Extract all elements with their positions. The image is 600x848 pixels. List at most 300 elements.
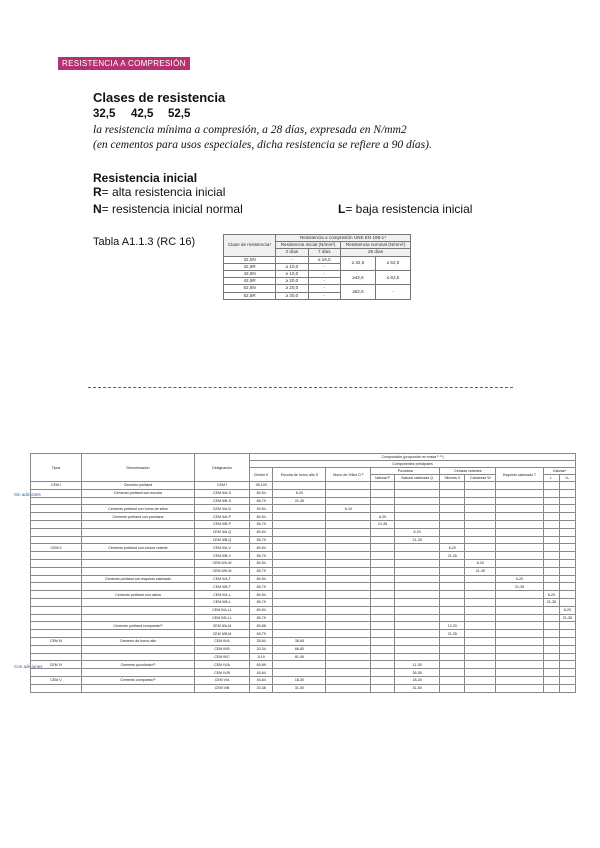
t2-cell	[31, 583, 82, 591]
t2-cell	[31, 630, 82, 638]
t2-cell	[543, 489, 559, 497]
t2-cell: CEM II/B-T	[195, 583, 250, 591]
t2-cell	[465, 630, 496, 638]
t2-cell	[440, 567, 465, 575]
t2-cell	[82, 630, 195, 638]
t2-cell: 80-88	[250, 622, 273, 630]
t1-cell: -	[375, 285, 410, 299]
t2-cell: 65-79	[250, 520, 273, 528]
t2-row	[31, 520, 576, 528]
t2-cell	[371, 559, 395, 567]
t2-cell	[440, 513, 465, 521]
t2-row	[31, 552, 576, 560]
t2-h-c6: Calcáreas W	[465, 475, 496, 482]
t2-h-denom: Denominación	[82, 454, 195, 482]
t2-cell: Cemento pórtland con caliza	[82, 591, 195, 599]
t1-row	[224, 285, 411, 292]
t2-cell	[273, 536, 326, 544]
t2-row	[31, 591, 576, 599]
t2-cell	[326, 575, 371, 583]
t2-cell	[31, 653, 82, 661]
t2-cell: 21-35	[465, 567, 496, 575]
t2-cell	[394, 614, 439, 622]
t2-cell	[559, 622, 575, 630]
t2-cell	[496, 676, 544, 684]
t1-h-nominal: Resistencia nominal (N/mm²)	[340, 242, 410, 249]
t2-cell	[559, 513, 575, 521]
t2-cell	[496, 520, 544, 528]
t2-cell	[559, 559, 575, 567]
t2-row	[31, 606, 576, 614]
t1-cell: ≥ 10,0	[276, 263, 308, 270]
t1-h-28d: 28 días	[340, 249, 410, 256]
t2-row	[31, 559, 576, 567]
t2-cell	[371, 567, 395, 575]
t2-cell	[496, 544, 544, 552]
cement-composition-table	[30, 453, 576, 693]
t2-cell	[496, 645, 544, 653]
t2-row	[31, 676, 576, 684]
t2-cell: Cemento puzolánico³⁾	[82, 661, 195, 669]
t2-cell: 6-20	[440, 544, 465, 552]
t2-cell	[326, 676, 371, 684]
t2-cell	[543, 544, 559, 552]
t2-cell: 6-20	[273, 489, 326, 497]
t2-row	[31, 489, 576, 497]
t2-cell	[496, 505, 544, 513]
t2-cell	[440, 614, 465, 622]
t2-cell	[465, 583, 496, 591]
t2-cell	[82, 606, 195, 614]
t2-cell: CEM IV/B	[195, 669, 250, 677]
t2-cell	[273, 552, 326, 560]
t2-cell: CEM III/B	[195, 645, 250, 653]
t2-cell	[371, 622, 395, 630]
t2-cell	[543, 505, 559, 513]
t2-cell	[465, 622, 496, 630]
t2-cell	[543, 676, 559, 684]
t1-cell: -	[308, 271, 340, 278]
t2-h-design: Designación	[195, 454, 250, 482]
t2-cell	[371, 583, 395, 591]
t2-cell	[559, 676, 575, 684]
t2-cell: 80-94	[250, 575, 273, 583]
t1-cell: 52,5R	[224, 292, 276, 299]
t1-cell: -	[276, 256, 308, 263]
t2-cell	[371, 637, 395, 645]
t2-cell	[543, 559, 559, 567]
t2-cell: 18-30	[273, 676, 326, 684]
t2-cell	[394, 645, 439, 653]
t2-cell	[559, 544, 575, 552]
t2-cell	[394, 489, 439, 497]
t1-cell: ≤ 62,5	[375, 271, 410, 285]
t2-cell: 90-94	[250, 505, 273, 513]
t2-cell: 65-79	[250, 552, 273, 560]
t1-cell: 32,5R	[224, 263, 276, 270]
t2-row	[31, 684, 576, 692]
t2-cell	[273, 559, 326, 567]
t2-cell: CEM II/B-S	[195, 497, 250, 505]
t1-cell: 52,5N	[224, 285, 276, 292]
t2-cell	[543, 482, 559, 490]
section-tag: RESISTENCIA A COMPRESIÓN	[58, 57, 190, 70]
t2-cell	[440, 559, 465, 567]
t2-cell	[465, 676, 496, 684]
t2-cell	[496, 552, 544, 560]
t2-cell	[465, 536, 496, 544]
t2-row	[31, 645, 576, 653]
t2-cell	[394, 505, 439, 513]
t2-cell	[543, 513, 559, 521]
t2-cell	[326, 637, 371, 645]
t2-cell	[465, 598, 496, 606]
t2-cell: CEM II/A-L	[195, 591, 250, 599]
t2-cell	[496, 598, 544, 606]
t2-cell	[559, 489, 575, 497]
t2-cell	[273, 544, 326, 552]
t2-cell	[371, 497, 395, 505]
t2-cell	[394, 482, 439, 490]
t2-cell	[440, 489, 465, 497]
t2-cell	[496, 614, 544, 622]
t2-cell: 5-19	[250, 653, 273, 661]
t2-cell	[465, 528, 496, 536]
t2-cell	[273, 583, 326, 591]
t2-cell: Cemento pórtland	[82, 482, 195, 490]
t2-cell	[371, 552, 395, 560]
t2-cell: CEM II/A-W	[195, 559, 250, 567]
t2-cell: 95-100	[250, 482, 273, 490]
t2-cell	[465, 575, 496, 583]
t2-cell: 45-64	[250, 669, 273, 677]
t2-cell	[371, 591, 395, 599]
t2-h-princ: Componentes principales	[250, 461, 576, 468]
t2-cell	[440, 497, 465, 505]
t2-cell	[31, 684, 82, 692]
t2-cell	[82, 528, 195, 536]
t2-row	[31, 661, 576, 669]
t2-cell: 80-94	[250, 591, 273, 599]
italic-line-2: (en cementos para usos especiales, dicha resistencia se refiere a 90 días).	[93, 139, 432, 151]
t2-cell: CEM II/A-LL	[195, 606, 250, 614]
t2-row	[31, 622, 576, 630]
t2-cell	[82, 552, 195, 560]
t2-cell	[273, 591, 326, 599]
t2-cell	[440, 520, 465, 528]
t2-cell	[440, 684, 465, 692]
t2-cell	[496, 591, 544, 599]
t2-cell: CEM II/A-M	[195, 622, 250, 630]
t2-cell	[394, 567, 439, 575]
class-42-5: 42,5	[131, 108, 154, 120]
t2-cell	[496, 684, 544, 692]
heading-strength-classes: Clases de resistencia	[93, 90, 226, 105]
t2-cell: Cemento pórtland con puzolana	[82, 513, 195, 521]
t2-cell	[31, 591, 82, 599]
t2-cell	[465, 505, 496, 513]
t2-h-c9: LL	[559, 475, 575, 482]
t2-cell: 20-34	[250, 645, 273, 653]
t2-cell: Cemento pórtland con escoria	[82, 489, 195, 497]
t1-cell: ≥ 20,0	[276, 285, 308, 292]
t1-h-7d: 7 días	[308, 249, 340, 256]
t2-cell	[559, 684, 575, 692]
t2-cell	[394, 653, 439, 661]
t2-cell	[543, 606, 559, 614]
t2-cell: 21-35	[371, 520, 395, 528]
t2-cell	[31, 513, 82, 521]
t2-row	[31, 614, 576, 622]
t2-cell	[465, 669, 496, 677]
t2-cell	[559, 637, 575, 645]
t2-cell	[31, 606, 82, 614]
t2-row	[31, 567, 576, 575]
t2-cell	[394, 513, 439, 521]
t2-cell	[31, 669, 82, 677]
t2-h-caliz: Calizas⁴	[543, 468, 575, 475]
t2-cell	[496, 513, 544, 521]
t2-cell	[440, 482, 465, 490]
t2-cell: 40-64	[250, 676, 273, 684]
t2-cell	[559, 630, 575, 638]
t2-cell	[326, 489, 371, 497]
t1-h-class: Clase de resistencia⁴	[224, 235, 276, 257]
t1-cell: -	[308, 292, 340, 299]
t2-cell	[394, 497, 439, 505]
t2-cell: 65-79	[250, 598, 273, 606]
t1-cell: ≤ 52,5	[375, 256, 410, 270]
t2-cell	[326, 630, 371, 638]
t2-cell	[465, 497, 496, 505]
t2-cell: 65-79	[250, 614, 273, 622]
t2-row	[31, 513, 576, 521]
t2-cell: 36-65	[273, 637, 326, 645]
t2-cell: CEM I	[31, 482, 82, 490]
t2-cell	[496, 567, 544, 575]
t2-cell	[559, 528, 575, 536]
t2-cell: 65-79	[250, 583, 273, 591]
t2-cell	[371, 676, 395, 684]
t2-cell: 6-20	[496, 575, 544, 583]
t2-h-c7: Esquisto calcinado T	[496, 468, 544, 482]
t2-cell	[440, 661, 465, 669]
t2-cell	[559, 645, 575, 653]
t2-cell	[440, 676, 465, 684]
t2-cell	[326, 497, 371, 505]
t2-cell	[273, 567, 326, 575]
t2-cell	[543, 645, 559, 653]
table1-caption: Tabla A1.1.3 (RC 16)	[93, 236, 196, 248]
t2-cell	[326, 645, 371, 653]
t2-cell	[82, 653, 195, 661]
t2-cell	[371, 505, 395, 513]
t2-cell	[559, 598, 575, 606]
t2-cell	[273, 575, 326, 583]
t2-cell	[31, 559, 82, 567]
t2-cell: CEM II/B-Q	[195, 536, 250, 544]
t2-cell	[371, 536, 395, 544]
t1-h-2d: 2 días	[276, 249, 308, 256]
t2-cell	[394, 606, 439, 614]
t2-cell	[543, 536, 559, 544]
t2-cell: CEM IV	[31, 661, 82, 669]
t2-cell	[326, 559, 371, 567]
t2-cell	[326, 661, 371, 669]
t2-cell	[31, 614, 82, 622]
t2-h-c3: Natural P	[371, 475, 395, 482]
t2-cell	[559, 669, 575, 677]
t2-cell	[82, 614, 195, 622]
t2-cell	[440, 669, 465, 677]
t2-cell	[394, 637, 439, 645]
t2-cell: 65-89	[250, 661, 273, 669]
t2-cell	[371, 598, 395, 606]
t2-cell	[371, 645, 395, 653]
t2-cell	[465, 637, 496, 645]
t2-cell	[465, 544, 496, 552]
t2-cell: 6-20	[371, 513, 395, 521]
t2-cell	[465, 482, 496, 490]
t2-cell: CEM II/B-M	[195, 630, 250, 638]
t2-row	[31, 536, 576, 544]
t2-cell	[543, 637, 559, 645]
t2-cell: CEM II/B-LL	[195, 614, 250, 622]
t2-cell: CEM II/A-S	[195, 489, 250, 497]
t1-cell: ≥ 10,0	[276, 271, 308, 278]
t2-cell	[440, 505, 465, 513]
t2-cell	[273, 513, 326, 521]
t2-cell	[273, 661, 326, 669]
t2-cell: 6-10	[326, 505, 371, 513]
t2-cell	[465, 653, 496, 661]
t2-row	[31, 637, 576, 645]
t2-h-tipos: Tipos	[31, 454, 82, 482]
t2-cell: 35-64	[250, 637, 273, 645]
t2-cell	[465, 591, 496, 599]
t2-cell: 21-35	[543, 598, 559, 606]
t2-cell	[326, 482, 371, 490]
t2-cell: 80-94	[250, 544, 273, 552]
t1-row	[224, 256, 411, 263]
t2-cell	[440, 536, 465, 544]
t2-row	[31, 653, 576, 661]
t2-cell: CEM II/B-L	[195, 598, 250, 606]
t2-row	[31, 482, 576, 490]
t2-cell: 21-35	[273, 497, 326, 505]
t2-cell: CEM IV/A	[195, 661, 250, 669]
t2-cell: CEM II/B-W	[195, 567, 250, 575]
t2-cell: Cemento pórtland con ceniza volante	[82, 544, 195, 552]
t2-cell	[82, 583, 195, 591]
t2-cell: CEM III/A	[195, 637, 250, 645]
t2-h-puz: Puzolana	[371, 468, 440, 475]
t2-cell	[82, 536, 195, 544]
t2-cell	[543, 497, 559, 505]
t2-cell: 81-95	[273, 653, 326, 661]
t2-cell	[326, 567, 371, 575]
t1-cell: -	[308, 278, 340, 285]
t2-cell	[326, 520, 371, 528]
t2-h-ceniz: Cenizas volantes	[440, 468, 496, 475]
t2-cell	[440, 645, 465, 653]
t2-cell	[371, 669, 395, 677]
t2-row	[31, 528, 576, 536]
t2-cell	[82, 559, 195, 567]
t2-cell: 80-94	[250, 489, 273, 497]
t2-cell	[559, 583, 575, 591]
t2-cell	[465, 489, 496, 497]
t2-cell	[543, 630, 559, 638]
t2-cell: CEM II/A-P	[195, 513, 250, 521]
t2-cell	[559, 520, 575, 528]
t2-cell	[326, 684, 371, 692]
t2-cell: 18-30	[394, 676, 439, 684]
t1-cell: ≥ 30,0	[276, 292, 308, 299]
t2-h-c1: Escoria de horno alto S	[273, 468, 326, 482]
t2-cell	[394, 575, 439, 583]
t2-cell	[543, 684, 559, 692]
t2-cell	[440, 653, 465, 661]
t2-cell	[496, 669, 544, 677]
t2-cell	[31, 622, 82, 630]
t2-cell	[82, 645, 195, 653]
t2-cell: 80-94	[250, 528, 273, 536]
t2-cell	[543, 575, 559, 583]
t1-row	[224, 271, 411, 278]
t2-cell	[496, 622, 544, 630]
t2-row	[31, 598, 576, 606]
t2-cell: 65-79	[250, 630, 273, 638]
t2-cell	[440, 637, 465, 645]
t2-cell	[543, 583, 559, 591]
t2-cell	[326, 591, 371, 599]
t2-cell	[543, 622, 559, 630]
t2-cell	[543, 528, 559, 536]
t2-cell	[465, 520, 496, 528]
t2-cell: CEM II/B-V	[195, 552, 250, 560]
t2-cell	[371, 653, 395, 661]
t2-cell	[496, 630, 544, 638]
t2-h-c5: Silíceas V	[440, 475, 465, 482]
t2-cell: 21-35	[559, 614, 575, 622]
t2-cell	[394, 622, 439, 630]
t2-cell	[440, 528, 465, 536]
t2-cell: CEM II	[31, 544, 82, 552]
t2-cell	[326, 513, 371, 521]
t2-cell: CEM II/A-D	[195, 505, 250, 513]
t2-cell	[273, 606, 326, 614]
t2-cell: 11-35	[394, 661, 439, 669]
t2-row	[31, 575, 576, 583]
t1-cell: 42,5R	[224, 278, 276, 285]
t1-cell: 42,5N	[224, 271, 276, 278]
side-label-1: Sin adiciones	[14, 492, 41, 497]
t2-cell: 65-79	[250, 497, 273, 505]
t2-cell	[273, 505, 326, 513]
t2-cell: 31-50	[273, 684, 326, 692]
t2-cell: 21-35	[394, 536, 439, 544]
t2-cell	[31, 528, 82, 536]
t2-cell: 6-20	[465, 559, 496, 567]
t2-cell	[31, 505, 82, 513]
t2-cell	[326, 669, 371, 677]
t2-cell: CEM II/A-Q	[195, 528, 250, 536]
t2-cell	[371, 684, 395, 692]
t2-cell	[82, 684, 195, 692]
t2-cell	[273, 614, 326, 622]
t1-h-group: Resistencia a compresión UNE EN 196-1⁴	[276, 235, 411, 242]
